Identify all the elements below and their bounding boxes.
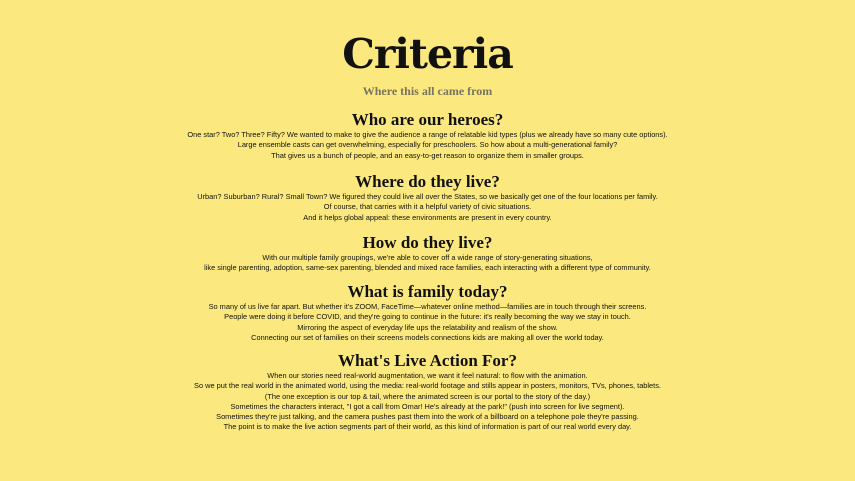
body-line: That gives us a bunch of people, and an easy-to-get reason to organize them in smaller groups. bbox=[271, 150, 584, 160]
body-line: (The one exception is our top & tail, where the animated screen is our portal to the story of the day.) bbox=[264, 391, 591, 401]
section-family-today bbox=[0, 282, 855, 343]
section-heading: What is family today? bbox=[347, 282, 508, 301]
body-line: One star? Two? Three? Fifty? We wanted to make to give the audience a range of relatable kid types (plus we already have so many cute options). bbox=[187, 130, 668, 139]
section-heroes bbox=[0, 110, 855, 161]
body-line: Large ensemble casts can get overwhelming, especially for preschoolers. So how about a multi-generational family? bbox=[237, 140, 618, 150]
section-body bbox=[0, 371, 855, 433]
body-line: So we put the real world in the animated world, using the media: real-world footage and stills appear in posters, monitors, TVs, phones, tablets. bbox=[194, 381, 661, 391]
section-body bbox=[0, 130, 855, 161]
body-line: Sometimes the characters interact, "I got a call from Omar! He's already at the park!" (push into screen for live segment). bbox=[230, 401, 625, 411]
body-line: Connecting our set of families on their screens models connections kids are making all over the world today. bbox=[251, 332, 604, 342]
body-line: The point is to make the live action segments part of their world, as this kind of information is part of our real world every day. bbox=[223, 422, 632, 432]
body-line: Sometimes they're just talking, and the camera pushes past them into the work of a billboard on a telephone pole they're passing. bbox=[216, 412, 639, 422]
section-heading: What's Live Action For? bbox=[338, 351, 517, 370]
page-title: Criteria bbox=[342, 30, 513, 78]
section-live-action bbox=[0, 351, 855, 433]
section-body bbox=[0, 192, 855, 223]
body-line: like single parenting, adoption, same-sex parenting, blended and mixed race families, each interacting with a different type of community. bbox=[204, 263, 651, 273]
body-line: And it helps global appeal: these environments are present in every country. bbox=[303, 212, 552, 222]
section-body bbox=[0, 253, 855, 274]
section-heading: Where do they live? bbox=[355, 172, 500, 191]
body-line: People were doing it before COVID, and they're going to continue in the future: it's really becoming the way we stay in touch. bbox=[224, 312, 631, 322]
section-how-live bbox=[0, 233, 855, 274]
section-heading: How do they live? bbox=[362, 233, 493, 252]
body-line: So many of us live far apart. But whether it's ZOOM, FaceTime—whatever online method—families are in touch through their screens. bbox=[208, 302, 647, 311]
body-line: Of course, that carries with it a helpful variety of civic situations. bbox=[323, 202, 532, 212]
body-line: When our stories need real-world augmentation, we want it feel natural: to flow with the animation. bbox=[267, 371, 588, 380]
section-body bbox=[0, 302, 855, 343]
section-where-live bbox=[0, 172, 855, 223]
section-heading: Who are our heroes? bbox=[351, 110, 504, 129]
body-line: Mirroring the aspect of everyday life ups the relatability and realism of the show. bbox=[297, 322, 558, 332]
page-subtitle: Where this all came from bbox=[362, 84, 493, 98]
body-line: With our multiple family groupings, we're able to cover off a wide range of story-generating situations, bbox=[262, 253, 593, 262]
body-line: Urban? Suburban? Rural? Small Town? We figured they could live all over the States, so we basically get one of the four locations per family. bbox=[197, 192, 658, 201]
